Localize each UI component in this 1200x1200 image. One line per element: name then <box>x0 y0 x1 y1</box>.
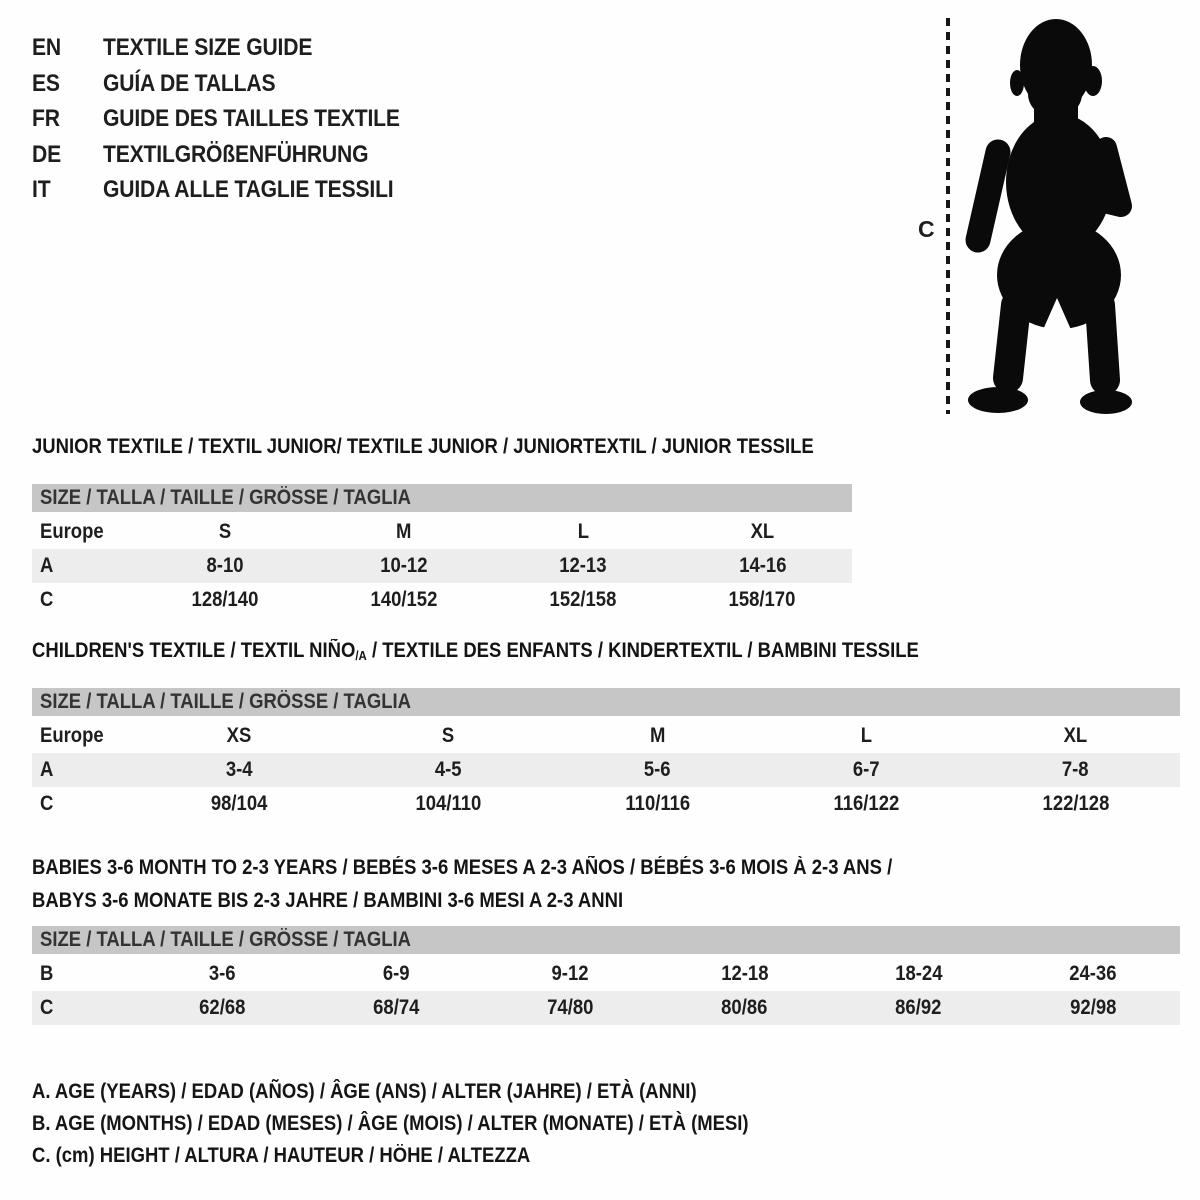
table-row-age-years <box>32 549 852 583</box>
table-row-height-cm <box>32 787 1180 821</box>
language-title-text: TEXTILGRÖßENFÜHRUNG <box>103 140 369 168</box>
size-cell: 80/86 <box>721 996 768 1019</box>
language-title-text: GUIDE DES TAILLES TEXTILE <box>103 105 400 132</box>
table-row-age-years <box>32 753 1180 787</box>
size-header-bar <box>32 484 852 512</box>
language-title <box>103 30 341 66</box>
size-cell: L <box>577 520 589 543</box>
size-cell: M <box>396 520 412 543</box>
size-cell: XL <box>750 520 775 543</box>
row-label: C <box>40 588 54 611</box>
size-cell: 116/122 <box>833 792 900 815</box>
size-cell: 10-12 <box>380 554 428 577</box>
size-cell: 158/170 <box>728 588 796 611</box>
junior-table-title-text: JUNIOR TEXTILE / TEXTIL JUNIOR/ TEXTILE JUNIOR / JUNIORTEXTIL / JUNIOR TESSILE <box>32 435 814 458</box>
size-cell: 62/68 <box>198 996 246 1019</box>
size-cell: 152/158 <box>549 588 617 611</box>
size-cell: 74/80 <box>547 996 594 1019</box>
language-title <box>103 101 440 137</box>
size-cell: S <box>218 520 231 543</box>
language-code-text: DE <box>32 140 61 168</box>
size-cell: 104/110 <box>415 792 482 815</box>
language-title <box>103 66 299 102</box>
language-title-text: TEXTILE SIZE GUIDE <box>103 34 313 61</box>
row-label: Europe <box>40 724 104 747</box>
babies-table-title <box>32 851 1010 917</box>
size-cell: XL <box>1063 724 1088 747</box>
size-cell: 122/128 <box>1042 792 1109 815</box>
size-header-text: SIZE / TALLA / TAILLE / GRÖSSE / TAGLIA <box>40 486 411 509</box>
language-row-fr <box>32 101 440 137</box>
language-code <box>32 101 103 137</box>
children-table-title-text: CHILDREN'S TEXTILE / TEXTIL $NIÑO_{/A}$ / TEXTILE DES ENFANTS / KINDERTEXTIL / BAMBINI TESSILE <box>32 639 919 663</box>
language-title <box>103 172 433 208</box>
size-cell: 68/74 <box>373 996 420 1019</box>
size-header-bar <box>32 688 1180 716</box>
size-cell: 8-10 <box>206 554 244 577</box>
row-label: Europe <box>40 520 104 543</box>
size-cell: L <box>860 724 873 747</box>
language-code-text: EN <box>32 34 61 61</box>
size-cell: S <box>442 724 455 747</box>
legend-line-a: A. AGE (YEARS) / EDAD (AÑOS) / ÂGE (ANS) / ALTER (JAHRE) / ETÀ (ANNI) <box>32 1080 697 1103</box>
language-row-es <box>32 66 440 102</box>
language-code <box>32 30 103 66</box>
language-code <box>32 66 103 102</box>
toddler-silhouette-icon <box>958 10 1138 415</box>
size-cell: 12-18 <box>720 962 769 985</box>
language-title <box>103 137 405 173</box>
size-cell: 110/116 <box>625 792 690 815</box>
height-measure-dashed-line <box>946 18 950 414</box>
language-code <box>32 172 103 208</box>
size-cell: M <box>649 724 666 747</box>
table-row-europe <box>32 719 1180 753</box>
size-cell: 98/104 <box>211 792 268 815</box>
size-cell: 9-12 <box>551 962 589 985</box>
size-cell: 3-4 <box>226 758 253 781</box>
size-cell: 18-24 <box>895 962 943 985</box>
children-size-table <box>32 688 1180 821</box>
size-header-text: SIZE / TALLA / TAILLE / GRÖSSE / TAGLIA <box>40 690 411 713</box>
language-row-en <box>32 30 440 66</box>
size-cell: XS <box>227 724 252 747</box>
size-header-bar <box>32 926 1180 954</box>
size-cell: 5-6 <box>644 758 671 781</box>
row-label: C <box>40 792 54 815</box>
measurement-legend <box>32 1076 846 1172</box>
legend-line-c: C. (cm) HEIGHT / ALTURA / HAUTEUR / HÖHE / ALTEZZA <box>32 1144 531 1167</box>
size-cell: 12-13 <box>559 554 607 577</box>
size-cell: 6-7 <box>853 758 880 781</box>
language-code-text: IT <box>32 176 51 203</box>
junior-table-title <box>32 436 920 458</box>
size-cell: 24-36 <box>1069 962 1117 985</box>
size-cell: 86/92 <box>895 996 942 1019</box>
junior-size-table <box>32 484 852 617</box>
size-cell: 6-9 <box>382 962 410 985</box>
language-title-block <box>32 30 440 208</box>
row-label: C <box>40 996 54 1019</box>
table-row-age-months <box>32 957 1180 991</box>
row-label: A <box>40 758 54 781</box>
nino-a-subscript: /A <box>355 648 367 663</box>
size-cell: 92/98 <box>1069 996 1117 1019</box>
language-row-it <box>32 172 440 208</box>
legend-line-b: B. AGE (MONTHS) / EDAD (MESES) / ÂGE (MOIS) / ALTER (MONATE) / ETÀ (MESI) <box>32 1112 749 1135</box>
size-cell: 128/140 <box>191 588 259 611</box>
row-label: B <box>40 962 54 985</box>
size-cell: 140/152 <box>370 588 438 611</box>
language-code-text: FR <box>32 105 60 132</box>
size-cell: 7-8 <box>1062 758 1089 781</box>
language-row-de <box>32 137 440 173</box>
language-code <box>32 137 103 173</box>
table-row-height-cm <box>32 583 852 617</box>
size-cell: 14-16 <box>738 554 787 577</box>
table-row-europe <box>32 515 852 549</box>
babies-title-line2: BABYS 3-6 MONATE BIS 2-3 JAHRE / BAMBINI 3-6 MESI A 2-3 ANNI <box>32 889 624 912</box>
size-cell: 3-6 <box>208 962 236 985</box>
babies-size-table <box>32 926 1180 1025</box>
height-marker-label: C <box>918 216 935 242</box>
language-title-text: GUIDA ALLE TAGLIE TESSILI <box>103 176 394 203</box>
table-row-height-cm <box>32 991 1180 1025</box>
size-cell: 4-5 <box>435 758 462 781</box>
size-header-text: SIZE / TALLA / TAILLE / GRÖSSE / TAGLIA <box>40 928 411 951</box>
row-label: A <box>40 554 54 577</box>
language-code-text: ES <box>32 69 60 97</box>
children-table-title <box>32 640 1040 667</box>
language-title-text: GUÍA DE TALLAS <box>103 69 276 97</box>
babies-title-line1: BABIES 3-6 MONTH TO 2-3 YEARS / BEBÉS 3-6 MESES A 2-3 AÑOS / BÉBÉS 3-6 MOIS À 2-3 ANS / <box>32 856 893 879</box>
